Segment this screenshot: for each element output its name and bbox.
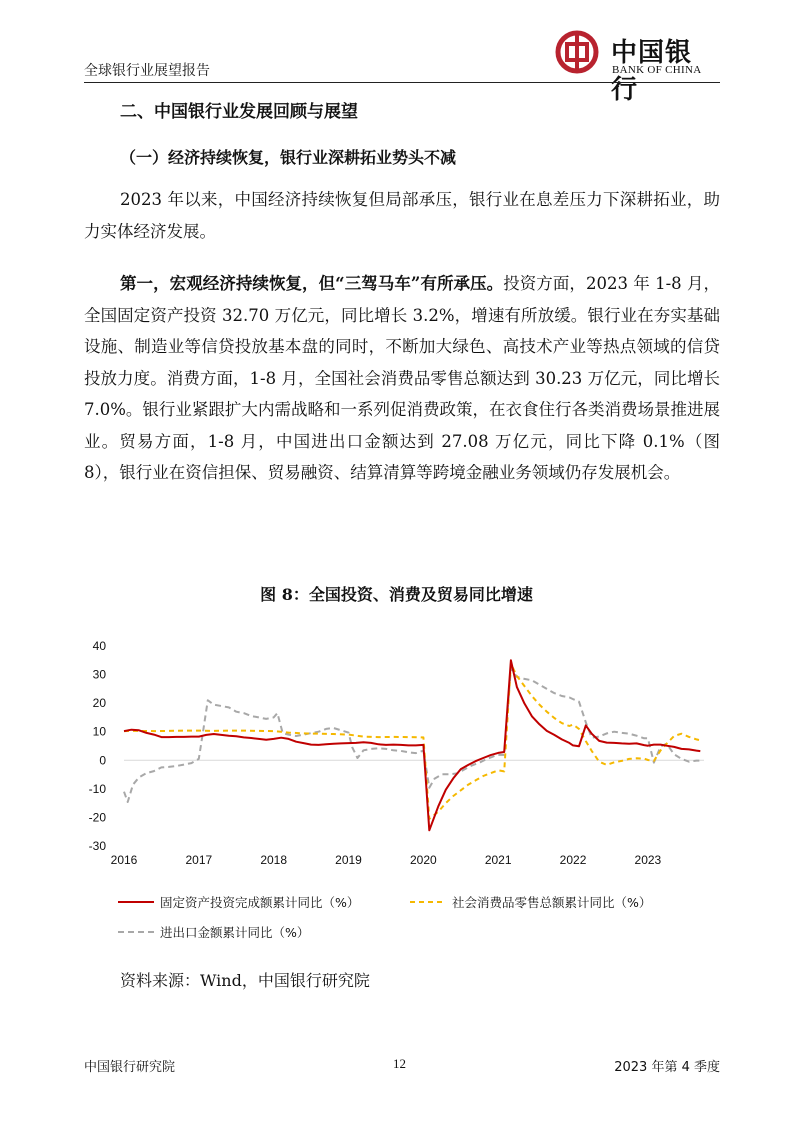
x-tick-label: 2016 bbox=[110, 853, 138, 867]
legend-item-trade bbox=[118, 923, 309, 941]
x-tick-label: 2018 bbox=[260, 853, 288, 867]
legend-item-investment bbox=[118, 893, 359, 911]
x-tick-label: 2017 bbox=[185, 853, 213, 867]
footer-quarter: 2023 年第 4 季度 bbox=[614, 1060, 720, 1075]
y-tick-label: -20 bbox=[88, 810, 106, 825]
source-note: 资料来源：Wind，中国银行研究院 bbox=[120, 971, 370, 990]
logo-english-name: BANK OF CHINA bbox=[612, 64, 702, 76]
x-tick-label: 2023 bbox=[634, 853, 662, 867]
page-number: 12 bbox=[393, 1056, 406, 1071]
legend-item-consumption bbox=[410, 893, 651, 911]
report-title: 全球银行业展望报告 bbox=[84, 63, 210, 79]
series-line-investment bbox=[124, 660, 700, 830]
legend-swatch-dashed-yellow bbox=[410, 897, 446, 907]
y-tick-label: -10 bbox=[88, 781, 106, 796]
y-tick-label: 20 bbox=[92, 696, 106, 711]
x-tick-label: 2022 bbox=[559, 853, 587, 867]
figure-title: 图 8：全国投资、消费及贸易同比增速 bbox=[260, 585, 533, 604]
paragraph-macro bbox=[84, 268, 720, 489]
x-tick-label: 2020 bbox=[410, 853, 437, 867]
paragraph-intro: 2023 年以来，中国经济持续恢复但局部承压，银行业在息差压力下深耕拓业，助力实体经济发展。 bbox=[84, 190, 720, 241]
header-rule bbox=[84, 82, 720, 83]
y-tick-label: 0 bbox=[99, 753, 106, 768]
footer-institute: 中国银行研究院 bbox=[84, 1060, 176, 1075]
y-tick-label: 30 bbox=[92, 667, 106, 682]
bank-of-china-emblem-icon bbox=[555, 30, 599, 74]
logo-chinese-name: 中国银行 bbox=[611, 38, 693, 105]
legend-label-consumption: 社会消费品零售总额累计同比（%） bbox=[452, 895, 652, 910]
legend-swatch-dashed-gray bbox=[118, 927, 154, 937]
series-line-consumption bbox=[124, 664, 700, 819]
y-tick-label: 40 bbox=[92, 639, 106, 653]
y-tick-label: -30 bbox=[88, 839, 106, 853]
paragraph-lead: 第一，宏观经济持续恢复，但“三驾马车”有所承压。 bbox=[120, 274, 504, 293]
paragraph-body: 投资方面，2023 年 1-8 月，全国固定资产投资 32.70 万亿元，同比增长 3.2%，增速有所放缓。银行业在夯实基础设施、制造业等信贷投放基本盘的同时，不断加大绿色、高技术产业等热点领域的信贷投放力度。消费方面，1-8 月，全国社会消费品零售总额达到 30.23 万亿元，同比增长 7.0%。银行业紧跟扩大内需战略和一系列促消费政策，在衣食住行各类消费场景推进展业。贸易方面，1-8 月，中国进出口金额达到 27.08 万亿元，同比下降 0.1%（图 8），银行业在资信担保、贸易融资、结算清算等跨境金融业务领域仍存发展机会。 bbox=[84, 274, 721, 482]
legend-swatch-solid-red bbox=[118, 897, 154, 907]
y-tick-label: 10 bbox=[92, 724, 106, 739]
line-chart bbox=[84, 630, 714, 880]
section-title: 二、中国银行业发展回顾与展望 bbox=[120, 102, 358, 122]
x-tick-label: 2021 bbox=[484, 853, 512, 867]
bank-logo bbox=[555, 30, 715, 105]
x-tick-label: 2019 bbox=[335, 853, 362, 867]
subsection-title: （一）经济持续恢复，银行业深耕拓业势头不减 bbox=[120, 148, 457, 167]
legend-label-investment: 固定资产投资完成额累计同比（%） bbox=[160, 895, 360, 910]
legend-label-trade: 进出口金额累计同比（%） bbox=[160, 925, 310, 940]
